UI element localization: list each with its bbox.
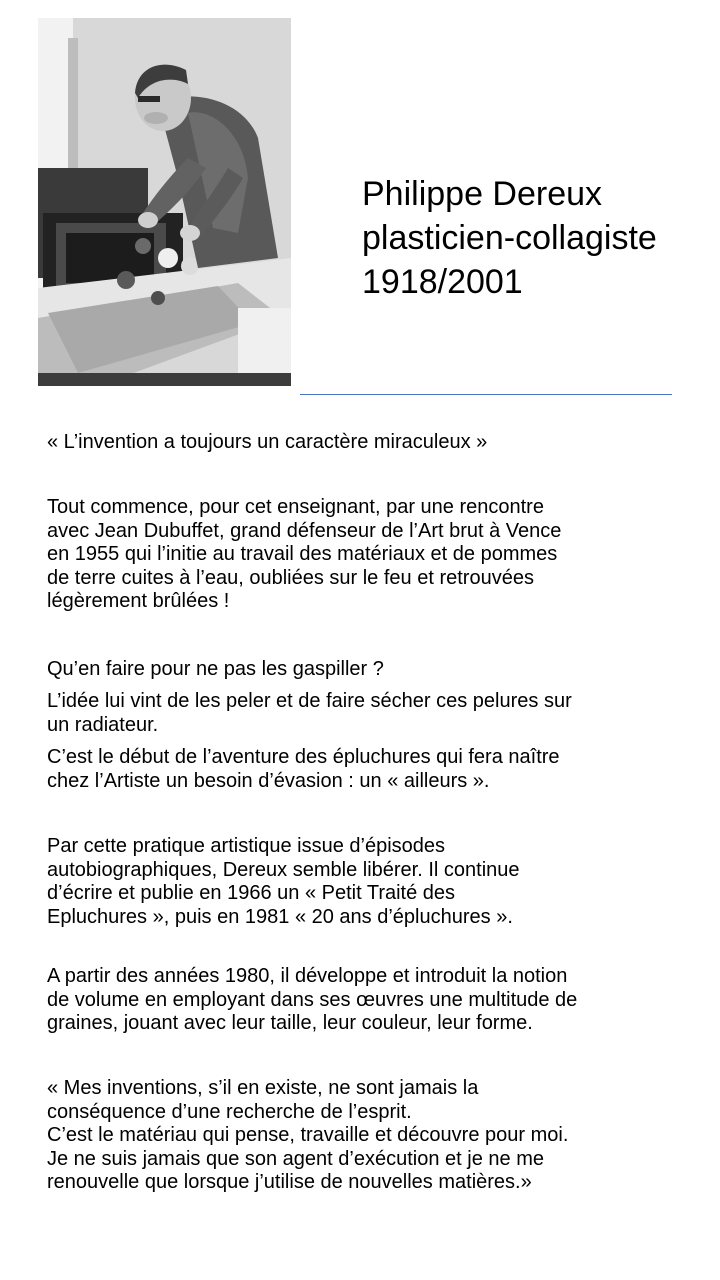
- text-line: de terre cuites à l’eau, oubliées sur le feu et retrouvées: [47, 566, 534, 589]
- text-line: Tout commence, pour cet enseignant, par une rencontre: [47, 496, 544, 518]
- text-line: graines, jouant avec leur taille, leur couleur, leur forme.: [47, 1012, 533, 1034]
- adventure-paragraph: [47, 746, 687, 793]
- artist-profession: plasticien-collagiste: [362, 219, 657, 257]
- artist-name: Philippe Dereux: [362, 175, 603, 213]
- text-line: « L’invention a toujours un caractère miraculeux »: [47, 431, 488, 453]
- text-line: Qu’en faire pour ne pas les gaspiller ?: [47, 658, 384, 680]
- text-line: un radiateur.: [47, 713, 159, 736]
- text-line: avec Jean Dubuffet, grand défenseur de l’Art brut à Vence: [47, 519, 562, 542]
- text-line: Je ne suis jamais que son agent d’exécution et je ne me: [47, 1147, 544, 1170]
- text-line: L’idée lui vint de les peler et de faire sécher ces pelures sur: [47, 690, 572, 712]
- text-line: C’est le matériau qui pense, travaille et découvre pour moi.: [47, 1124, 569, 1146]
- text-line: renouvelle que lorsque j’utilise de nouvelles matières.»: [47, 1171, 532, 1193]
- closing-quote-paragraph: [47, 1077, 687, 1195]
- text-line: légèrement brûlées !: [47, 590, 230, 612]
- text-line: conséquence d’une recherche de l’esprit.: [47, 1100, 412, 1123]
- intro-paragraph: [47, 496, 687, 614]
- title-block: [362, 172, 712, 304]
- text-line: Epluchures », puis en 1981 « 20 ans d’épluchures ».: [47, 905, 513, 928]
- text-line: autobiographiques, Dereux semble libérer. Il continue: [47, 858, 520, 881]
- text-line: « Mes inventions, s’il en existe, ne sont jamais la: [47, 1077, 479, 1099]
- artist-photo: [38, 18, 291, 386]
- divider-line: [300, 394, 672, 395]
- text-line: de volume en employant dans ses œuvres une multitude de: [47, 988, 578, 1011]
- text-line: d’écrire et publie en 1966 un « Petit Traité des: [47, 882, 456, 904]
- text-line: C’est le début de l’aventure des épluchures qui fera naître: [47, 746, 560, 768]
- practice-paragraph: [47, 835, 687, 929]
- text-line: chez l’Artiste un besoin d’évasion : un « ailleurs ».: [47, 769, 490, 792]
- quote-paragraph: [47, 431, 687, 455]
- text-line: A partir des années 1980, il développe et introduit la notion: [47, 965, 568, 987]
- seeds-paragraph: [47, 965, 687, 1036]
- text-line: Par cette pratique artistique issue d’épisodes: [47, 835, 446, 857]
- idea-paragraph: [47, 690, 687, 737]
- artist-dates: 1918/2001: [362, 263, 523, 301]
- question-paragraph: [47, 658, 687, 682]
- text-line: en 1955 qui l’initie au travail des matériaux et de pommes: [47, 543, 558, 565]
